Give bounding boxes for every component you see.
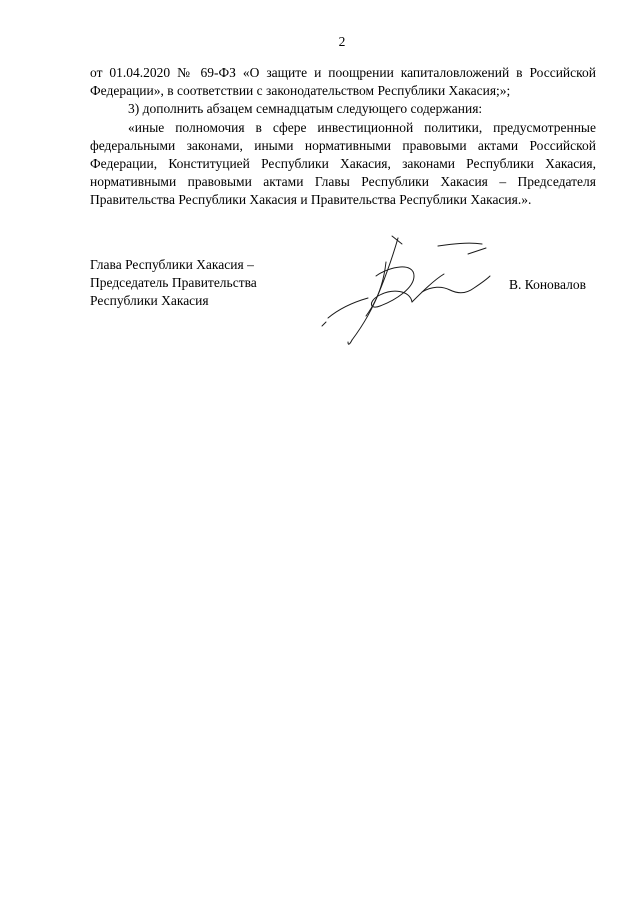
position-line-2: Председатель Правительства <box>90 275 257 291</box>
paragraph-continuation: от 01.04.2020 № 69-ФЗ «О защите и поощрении капиталовложений в Российской Федерации», в соответствии с законодательством Республики Хакасия;»; <box>90 65 596 99</box>
paragraph-quoted-amendment: «иные полномочия в сфере инвестиционной политики, предусмотренные федеральными законами, иными нормативными правовыми актами Российской Федерации, Конституцией Республики Хакасия, законами Республики Хакасия, нормативными правовыми актами Главы Республики Хакасия – Председателя Правительства Республики Хакасия и Правительства Республики Хакасия.». <box>90 119 596 208</box>
position-line-1: Глава Республики Хакасия – <box>90 257 254 272</box>
signatory-position <box>90 256 257 311</box>
handwritten-signature <box>318 232 500 348</box>
signer-name: В. Коновалов <box>509 277 586 292</box>
body-text <box>90 64 596 210</box>
position-line-3: Республики Хакасия <box>90 293 209 309</box>
page-number: 2 <box>338 34 346 49</box>
paragraph-item-3: 3) дополнить абзацем семнадцатым следующего содержания: <box>128 101 483 117</box>
